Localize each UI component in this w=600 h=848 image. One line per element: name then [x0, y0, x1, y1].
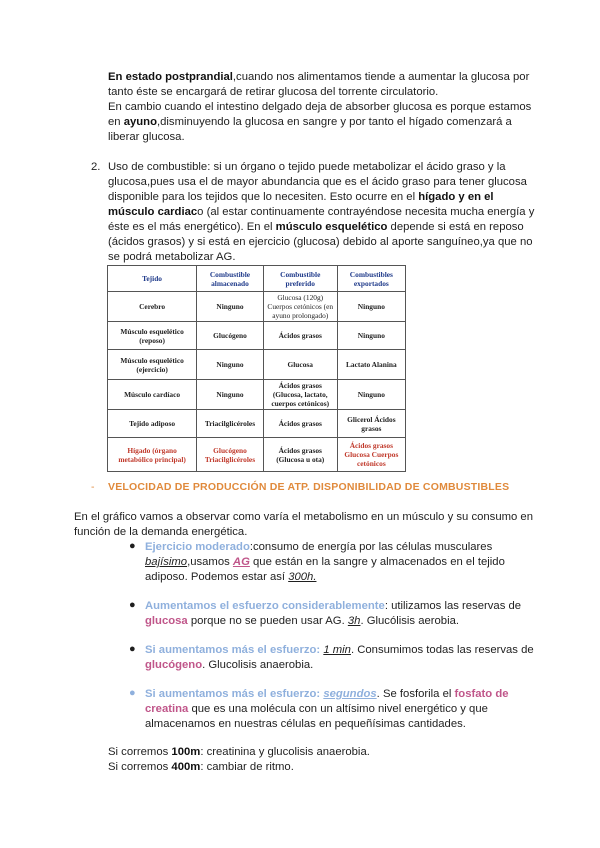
p2-line-5 — [108, 220, 524, 235]
table-cell: Ninguno — [337, 380, 405, 410]
text: disponible para los tejidos que lo necesiten. Esto ocurre en el — [108, 191, 419, 203]
p2-line-1: Uso de combustible: si un órgano o tejido puede metabolizar el ácido graso y la — [108, 161, 506, 173]
table-cell: Hígado (órgano metabólico principal) — [108, 438, 197, 472]
text: . Consumimos todas las reservas de — [350, 644, 534, 656]
bold-term: músculo cardiac — [108, 206, 198, 218]
table-header-row — [108, 266, 406, 292]
table-cell: Tejido adiposo — [108, 410, 197, 438]
bullet-2-line-1 — [145, 599, 521, 614]
text: : cambiar de ritmo. — [200, 761, 294, 773]
table-header-cell: Combustible preferido — [263, 266, 337, 292]
bullet-3-line-1 — [145, 643, 534, 658]
bold-term: En estado postprandial — [108, 71, 233, 83]
table-cell: Glucógeno — [197, 322, 264, 350]
bullet-icon: ● — [129, 599, 136, 611]
table-cell: Glucosa (120g) Cuerpos cetónicos (en ayuno prolongado) — [263, 292, 337, 322]
table-cell: Músculo cardíaco — [108, 380, 197, 410]
text: ,disminuyendo la glucosa en sangre y por tanto el hígado comenzará a — [157, 116, 512, 128]
bold-term: hígado y en el — [418, 191, 494, 203]
text: que es una molécula con un altísimo nivel energético y que — [188, 703, 488, 715]
highlight-term: Aumentamos el esfuerzo considerablemente — [145, 600, 385, 612]
text: que están en la sangre y almacenados en el tejido — [249, 556, 505, 568]
table-row — [108, 438, 406, 472]
table-cell: Triacilglicéroles — [197, 410, 264, 438]
bullet-2-line-2 — [145, 614, 459, 629]
bullet-1-line-2 — [145, 555, 505, 570]
p2-line-3 — [108, 190, 494, 205]
table-row — [108, 322, 406, 350]
table-cell: Glucógeno Triacilglicéroles — [197, 438, 264, 472]
bold-term: ayuno — [123, 116, 157, 128]
table-cell: Ácidos grasos — [263, 410, 337, 438]
highlight-term: fosfato de — [454, 688, 509, 700]
highlight-term: glucosa — [145, 615, 188, 627]
text: o (al estar continuamente contrayéndose necesita mucha energía y — [197, 206, 535, 218]
bold-term: músculo esquelético — [275, 221, 388, 233]
p2-line-6: (ácidos grasos) y si está en ejercicio (glucosa) debido al aporte sanguíneo,ya que no — [108, 236, 533, 248]
table-cell: Ácidos grasos (Glucosa, lactato, cuerpos cetónicos) — [263, 380, 337, 410]
text: Si corremos — [108, 746, 172, 758]
table-cell: Ninguno — [337, 322, 405, 350]
table-cell: Ninguno — [197, 292, 264, 322]
section-heading: VELOCIDAD DE PRODUCCIÓN DE ATP. DISPONIBILIDAD DE COMBUSTIBLES — [108, 481, 510, 493]
section-dash: - — [91, 481, 95, 493]
text: adiposo. Podemos estar así — [145, 571, 289, 583]
text: éste es el más energético). En el — [108, 221, 276, 233]
bullet-1-line-1 — [145, 540, 492, 555]
highlight-term: creatina — [145, 703, 189, 715]
text: depende si está en reposo — [387, 221, 524, 233]
highlight-term: Si aumentamos más el esfuerzo: — [145, 688, 324, 700]
text: Si corremos — [108, 761, 172, 773]
footer-line-1 — [108, 745, 370, 760]
table-row — [108, 350, 406, 380]
table-cell: Ácidos grasos — [263, 322, 337, 350]
emphasis: bajísimo — [145, 556, 188, 568]
emphasis: 1 min — [323, 644, 351, 656]
p1-line-2: tanto éste se encargará de retirar glucosa del torrente circulatorio. — [108, 86, 439, 98]
bold-term: 100m — [171, 746, 201, 758]
table-header-cell: Combustibles exportados — [337, 266, 405, 292]
p2-line-2: glucosa,pues usa el de mayor abundancia que es el ácido graso para tener glucosa — [108, 176, 527, 188]
p2-line-4 — [108, 205, 534, 220]
text: ,usamos — [187, 556, 233, 568]
text: : creatinina y glucolisis anaerobia. — [200, 746, 370, 758]
table-row — [108, 410, 406, 438]
table-cell: Lactato Alanina — [337, 350, 405, 380]
bullet-3-line-2 — [145, 658, 313, 673]
table-cell: Ninguno — [337, 292, 405, 322]
text: . Glucolisis anaerobia. — [202, 659, 314, 671]
intro-line-2: función de la demanda energética. — [74, 526, 248, 538]
emphasis: 3h — [347, 615, 361, 627]
p1-line-5: liberar glucosa. — [108, 131, 185, 143]
text: en — [108, 116, 124, 128]
table-cell: Cerebro — [108, 292, 197, 322]
table-cell: Ácidos grasos Glucosa Cuerpos cetónicos — [337, 438, 405, 472]
highlight-term: Si aumentamos más el esfuerzo: — [145, 644, 324, 656]
table-cell: Ácidos grasos (Glucosa u ota) — [263, 438, 337, 472]
p2-line-7: se podrá metabolizar AG. — [108, 251, 236, 263]
bullet-1-line-3 — [145, 570, 316, 585]
table-row — [108, 380, 406, 410]
table-cell: Ninguno — [197, 380, 264, 410]
bold-term: 400m — [171, 761, 201, 773]
fuel-table — [107, 265, 406, 472]
emphasis: segundos — [323, 688, 377, 700]
intro-line-1: En el gráfico vamos a observar como varía el metabolismo en un músculo y su consumo en — [74, 511, 533, 523]
text: : utilizamos las reservas de — [384, 600, 522, 612]
bullet-icon: ● — [129, 643, 136, 655]
text: :consumo de energía por las células musculares — [249, 541, 493, 553]
list-number: 2. — [91, 161, 101, 173]
bullet-4-line-2 — [145, 702, 488, 717]
highlight-term: glucógeno — [145, 659, 203, 671]
table-header-cell: Tejido — [108, 266, 197, 292]
table-header-cell: Combustible almacenado — [197, 266, 264, 292]
table-cell: Ninguno — [197, 350, 264, 380]
table-cell: Glucosa — [263, 350, 337, 380]
highlight-term: Ejercicio moderado — [145, 541, 250, 553]
bullet-4-line-1 — [145, 687, 509, 702]
p1-line-4 — [108, 115, 512, 130]
bullet-icon: ● — [129, 540, 136, 552]
text: ,cuando nos alimentamos tiende a aumentar la glucosa por — [232, 71, 530, 83]
bullet-4-line-3: almacenamos en nuestras células en pequeñísimas cantidades. — [145, 718, 466, 730]
text: . Glucólisis aerobia. — [360, 615, 460, 627]
p1-line-3: En cambio cuando el intestino delgado deja de absorber glucosa es porque estamos — [108, 101, 532, 113]
emphasis: 300h. — [288, 571, 317, 583]
text: porque no se pueden usar AG. — [187, 615, 348, 627]
table-cell: Músculo esquelético (reposo) — [108, 322, 197, 350]
bullet-icon: ● — [129, 687, 136, 699]
p1-line-1 — [108, 70, 529, 85]
table-cell: Glicerol Ácidos grasos — [337, 410, 405, 438]
table-cell: Músculo esquelético (ejercicio) — [108, 350, 197, 380]
text: . Se fosforila el — [376, 688, 455, 700]
footer-line-2 — [108, 760, 294, 775]
highlight-term: AG — [232, 556, 250, 568]
table-row — [108, 292, 406, 322]
